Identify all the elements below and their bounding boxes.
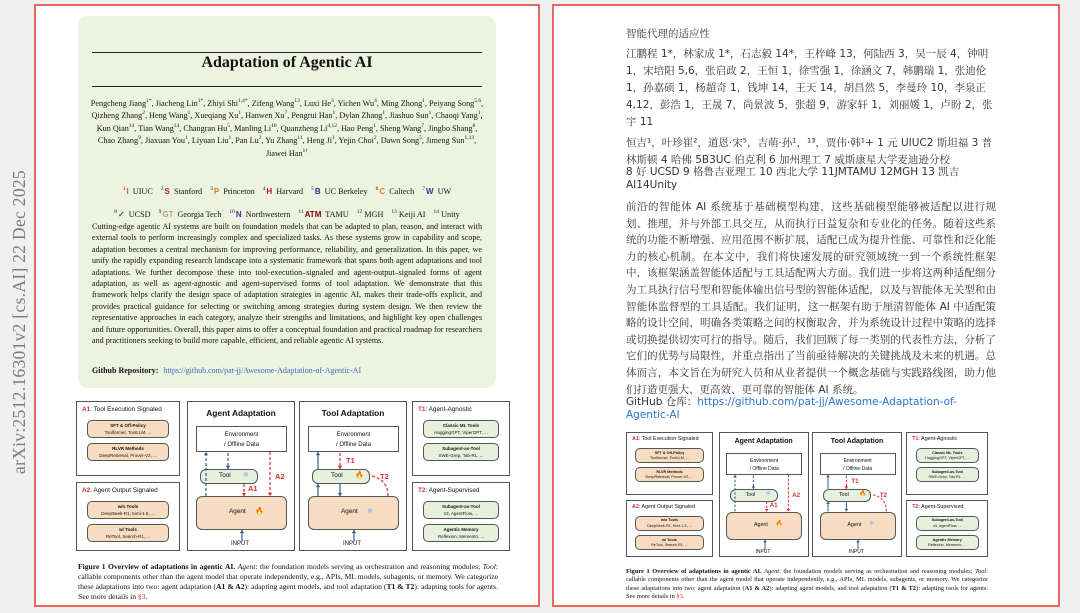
agent-box: Agent 🔥 (726, 512, 802, 540)
repo-label: Github Repository: (92, 366, 159, 375)
zh-title: 智能代理的适应性 (626, 28, 710, 40)
method-category: Subagent-as-Tool SWE-Grep, Tab-RL, ... (916, 467, 979, 482)
panel-title: Tool Adaptation (321, 408, 385, 418)
university-logo-icon: H (266, 187, 273, 196)
university-logo-icon: B (314, 187, 321, 196)
method-category: SFT & Off-Policy Toolformer, ToolLLM, ... (87, 420, 169, 438)
method-category: Classic ML Tools HuggingGPT, ViperGPT, ... (423, 420, 499, 438)
author: Tian Wang$^{14}$ (138, 122, 180, 133)
zh-github-repository (626, 394, 996, 421)
input-label: INPUT (343, 541, 361, 547)
tool-box: Tool ❄ (200, 469, 258, 484)
tool-adaptation-panel (812, 432, 902, 557)
affiliation: $^9$GT Georgia Tech (159, 202, 222, 225)
title-rule-top (92, 52, 482, 53)
adaptation-label: T2 (879, 491, 888, 499)
affiliation: $^{14}$ Unity (433, 209, 460, 219)
input-label: INPUT (231, 541, 249, 547)
caption-ref: A1 & A2 (744, 584, 770, 592)
author: Dylan Zhang$^1$ (339, 110, 386, 121)
fire-icon: 🔥 (355, 472, 364, 479)
author: Qizheng Zhang$^2$ (91, 110, 145, 121)
fire-icon: 🔥 (255, 508, 264, 515)
method-category: w/o Tools DeepSeek-R1, Kimi-1.5, ... (635, 516, 703, 531)
university-logo-icon: S (164, 187, 170, 196)
fire-icon: 🔥 (859, 490, 867, 497)
environment-box: Environment / Offline Data (196, 426, 287, 452)
input-label: INPUT (755, 549, 771, 556)
zh-abstract: 前沿的智能体 AI 系统基于基础模型构建，这些基础模型能够被适配以进行规划、推理，并与外部工具交互，从而执行日益复杂和专业化的任务。随着这些系统的功能不断增强、应用范围不断扩展，适配已成为提升性能、可靠性和泛化能力的核心机制。在本文中，我们将快速发展的研究领域统一到一个系统性框架中，该框架涵盖智能体适配与工具适配两大方面。我们进一步将这两种适配细分为工具执行信号型和智能体输出信号型的智能体适配，以及与智能体无关型和由智能体监督型的工具适配。我们证明，这一框架有助于厘清智能体 AI 中适配策略的设计空间，明确各类策略之间的权衡取舍，并为系统设计过程中策略的选择或切换提供切实可行的指导。随后，我们回顾了每一类别的代表性方法，分析了它们的优势与局限性，并重点指出了当前亟待解决的关键挑战及未来的机遇。总体而言，本文旨在为研究人员和从业者提供一个概念基础与实践路线图，助力他们打造更强大、更高效、更可靠的智能体 AI 系统。 (626, 201, 996, 396)
method-category: w/ Tools ReTool, Search-R1, ... (87, 524, 169, 542)
adaptation-label: T2 (380, 472, 389, 481)
t1-panel (906, 432, 988, 495)
method-category: RLVR Methods DeepRetrieval, Prover-V2, ... (635, 467, 703, 482)
snowflake-icon: ❄ (243, 472, 249, 479)
author: Jiawei Han$^{1\dagger}$ (265, 147, 309, 158)
author: Manling Li$^{10}$ (234, 122, 277, 133)
university-logo-icon: W (425, 187, 434, 196)
affiliation: $^{11}$ATM TAMU (298, 202, 348, 225)
affiliation: $^5$B UC Berkeley (311, 179, 368, 202)
university-logo-icon: I (126, 187, 129, 196)
github-repository (92, 366, 361, 375)
repo-link[interactable]: https://github.com/pat-jj/Awesome-Adaptation-of-Agentic-AI (163, 366, 362, 375)
abstract-text: Cutting-edge agentic AI systems are built on foundation models that can be adapted to plan, reason, and interact with external tools to perform increasingly complex and specialized tasks. As these systems grow in capability and scope, adaptation becomes a central mechanism for improving performance, reliability, and generalization. In this paper, we unify the rapidly expanding research landscape into a systematic framework that spans both agent adaptations and tool adaptations. We further decompose these into tool-execution–signaled and agent-output–signaled forms of agent adaptation, as well as agent-agnostic and agent-supervised forms of tool adaptation. We demonstrate that this framework helps clarify the design space of adaptation strategies in agentic AI, makes their trade-offs explicit, and provides practical guidance for selecting or switching among strategies during system design. We then review the representative approaches in each category, analyze their strengths and limitations, and highlight key open challenges and future opportunities. Overall, this paper aims to offer a conceptual foundation and practical roadmap for researchers and practitioners seeking to build more capable, efficient, and reliable agentic AI systems. (92, 222, 482, 346)
tool-adaptation-panel (299, 401, 407, 551)
method-category: Subagent-as-Tool SWE-Grep, Tab-RL, ... (423, 443, 499, 461)
input-label: INPUT (848, 549, 864, 556)
caption-ref: T1 & T2 (386, 582, 415, 591)
method-category: Agentic Memory Reflexion, Memento, ... (916, 535, 979, 550)
caption-term: Agent (237, 562, 256, 571)
author: Jiaxuan You$^1$ (144, 135, 188, 146)
page-right-translation (552, 4, 1060, 607)
caption-ref: T1 & T2 (891, 584, 916, 592)
author: Jingbo Shang$^8$ (428, 122, 476, 133)
caption-ref: A1 & A2 (216, 582, 245, 591)
method-category: w/ Tools ReTool, Search-R1, ... (635, 535, 703, 550)
affiliation: $^8$✓ UCSD (114, 202, 150, 225)
title-rule-bottom (92, 86, 482, 87)
figure-1 (76, 396, 510, 551)
author: Kun Qian$^{14}$ (96, 122, 135, 133)
affiliation-list (90, 179, 484, 225)
author: Chaoqi Yang$^1$ (435, 110, 481, 121)
caption-term: Agent (764, 568, 780, 575)
adaptation-label: T1 (346, 456, 355, 465)
author: Yejin Choi$^2$ (338, 135, 377, 146)
method-category: w/o Tools DeepSeek-R1, Kimi-1.5, ... (87, 501, 169, 519)
author: Liyuan Liu$^1$ (191, 135, 232, 146)
tool-box: Tool 🔥 (823, 489, 871, 502)
snowflake-icon: ❄ (869, 520, 874, 527)
t2-panel (412, 482, 510, 551)
affiliation: $^1$I UIUC (123, 179, 153, 202)
author: Xueqiang Xu$^1$ (194, 110, 242, 121)
paper-title: Adaptation of Agentic AI (201, 54, 373, 71)
author: Yichen Wu$^4$ (337, 98, 377, 108)
author-list: Pengcheng Jiang$^{1*}$, Jiacheng Lin$^{1*}$, Zhiyi Shi$^{1,4*}$, Zifeng Wang$^{13}$, Luxi He$^3$, Yichen Wu$^4$, Ming Zhong$^1$, Peiyang Song$^{5,6}$, Qizheng Zhang$^2$, Heng Wang$^1$, Xueqiang Xu$^1$, Hanwen Xu$^7$, Pengrui Han$^1$, Dylan Zhang$^1$, Jiashuo Sun$^1$, Chaoqi Yang$^1$, Kun Qian$^{14}$, Tian Wang$^{14}$, Changran Hu$^5$, Manling Li$^{10}$, Quanzheng Li$^{4,12}$, Hao Peng$^1$, Sheng Wang$^7$, Jingbo Shang$^8$, Chao Zhang$^9$, Jiaxuan You$^1$, Liyuan Liu$^1$, Pan Lu$^2$, Yu Zhang$^{11}$, Heng Ji$^1$, Yejin Choi$^2$, Dawn Song$^5$, Jimeng Sun$^{1,13}$, Jiawei Han$^{1\dagger}$ (90, 98, 484, 158)
author: Yu Zhang$^{11}$ (265, 135, 303, 146)
author: Sheng Wang$^7$ (380, 122, 425, 133)
author: Heng Ji$^1$ (306, 135, 335, 146)
figure-caption: Figure 1 Overview of adaptations in agentic AI. Agent: the foundation models serving as orchestration and reasoning modules; Tool: callable components other than the agent model that operate independently, e.g., APIs, ML models, subagents, or memory. We categorize these adaptations into two: agent adaptation (A1 & A2): adapting agent models, and tool adaptation (T1 & T2): adapting tools for agents. See more details in §3. (78, 562, 499, 601)
method-category: Agentic Memory Reflexion, Memento, ... (423, 524, 499, 542)
environment-box: Environment / Offline Data (308, 426, 399, 452)
t2-panel (906, 500, 988, 558)
author: Chao Zhang$^9$ (97, 135, 141, 146)
page-left-original (9, 4, 540, 607)
zh-figure-caption: Figure 1 Overview of adaptations in agentic AI. Agent: the foundation models serving as orchestration and reasoning modules; Tool: callable components other than the agent model that operate independently, e.g., APIs, ML models, subagents, or memory. We categorize these adaptations into two: agent adaptation (A1 & A2): adapting agent models, and tool adaptation (T1 & T2): adapting tools for agents. See more details in §3. (626, 568, 989, 601)
category-heading: T1: Agent-Agnostic (418, 406, 473, 413)
arrows (813, 433, 903, 558)
author: Jiashuo Sun$^1$ (389, 110, 432, 121)
author: Peiyang Song$^{5,6}$ (429, 98, 482, 108)
adaptation-label: A2 (792, 491, 801, 499)
caption-label: Figure 1 Overview of adaptations in agentic AI. (78, 562, 238, 571)
panel-title: Tool Adaptation (830, 438, 884, 446)
agent-box: Agent ❄ (820, 512, 896, 540)
agent-box: Agent ❄ (308, 496, 399, 530)
zh-repo-label: GitHub 仓库： (626, 396, 698, 408)
snowflake-icon: ❄ (765, 490, 771, 497)
category-heading: A2: Agent Output Signaled (632, 504, 696, 511)
t1-panel (412, 401, 510, 476)
zh-affiliations: 恒吉¹，叶珍崔²，道恩·宋⁵，吉萌·孙¹，¹³，贾伟·韩¹+ 1 元 UIUC2 斯坦福 3 普林斯顿 4 哈佛 5B3UC 伯克利 6 加州理工 7 威斯康星大学麦迪逊分校 (626, 137, 993, 166)
environment-box: Environment / Offline Data (726, 453, 802, 475)
category-heading: T2: Agent-Supervised (418, 487, 480, 494)
affiliation: $^{12}$ MGH (356, 209, 384, 219)
caption-label: Figure 1 Overview of adaptations in agentic AI. (626, 568, 765, 575)
a1-panel (76, 401, 180, 476)
method-category: SFT & Off-Policy Toolformer, ToolLLM, ... (635, 448, 703, 463)
zh-figure-1 (626, 428, 988, 558)
author: Pan Lu$^2$ (235, 135, 262, 146)
author: Hanwen Xu$^7$ (245, 110, 288, 121)
affiliation: $^{13}$ Keiji AI (391, 209, 426, 219)
university-logo-icon: GT (162, 210, 174, 219)
author: Hao Peng$^1$ (341, 122, 376, 133)
author: Pengrui Han$^1$ (291, 110, 336, 121)
affiliation-row-1 (90, 179, 484, 202)
agent-box: Agent 🔥 (196, 496, 287, 530)
affiliation: $^3$P Princeton (210, 179, 255, 202)
arxiv-stamp-text: arXiv:2512.16301v2 [cs.AI] 22 Dec 2025 (9, 170, 29, 474)
university-logo-icon: N (235, 210, 242, 219)
author: Heng Wang$^1$ (149, 110, 191, 121)
adaptation-label: A1 (769, 501, 778, 509)
zh-author-list: 江鹏程 1*，林家成 1*，石志毅 14*，王梓峰 13，何陆西 3，吴一辰 4，钟明 1，宋培阳 5,6，张启政 2，王恒 1，徐雪强 1，徐涵文 7，韩鹏瑞 1，张迪伦 1，孙嘉硕 1，杨超奇 1，钱坤 14，王天 14，胡昌然 5，李曼玲 10，李泉正 4,12，彭浩 1，王晟 7，尚景波 5，张超 9，游家轩 1，刘丽媛 1，卢盼 2，张宇 11 (626, 48, 993, 128)
panel-title: Agent Adaptation (206, 408, 276, 418)
author: Jimeng Sun$^{1,13}$ (426, 135, 475, 146)
category-heading: A1: Tool Execution Signaled (82, 406, 162, 413)
section-link[interactable]: §3 (676, 593, 683, 601)
method-category: Subagent-as-Tool s3, AgentFlow, ... (423, 501, 499, 519)
panel-title: Agent Adaptation (734, 438, 793, 446)
adaptation-label: T1 (851, 478, 859, 486)
tool-box: Tool 🔥 (312, 469, 370, 484)
author: Pengcheng Jiang$^{1*}$ (90, 98, 152, 108)
zh-affiliations-2: 8 好 UCSD 9 格鲁吉亚理工 10 西北大学 11JMTAMU 12MGH 13 凯吉 AI14Unity (626, 166, 960, 191)
author: Dawn Song$^5$ (380, 135, 422, 146)
author: Jiacheng Lin$^{1*}$ (155, 98, 204, 108)
caption-term: Tool (975, 568, 987, 575)
a1-panel (626, 432, 713, 495)
a2-panel (76, 482, 180, 551)
university-logo-icon: ✓ (118, 210, 125, 219)
affiliation: $^7$W UW (422, 179, 451, 202)
arrows (300, 402, 408, 552)
author: Luxi He$^3$ (303, 98, 334, 108)
caption-term: Tool (482, 562, 496, 571)
adaptation-label: A1 (248, 484, 258, 493)
method-category: Subagent-as-Tool s3, AgentFlow, ... (916, 516, 979, 531)
university-logo-icon: ATM (304, 210, 322, 219)
environment-box: Environment / Offline Data (820, 453, 896, 475)
university-logo-icon: C (379, 187, 386, 196)
category-heading: T1: Agent-Agnostic (912, 436, 958, 443)
method-category: Classic ML Tools HuggingGPT, ViperGPT, ... (916, 448, 979, 463)
method-category: RLVR Methods DeepRetrieval, Prover-V2, ... (87, 443, 169, 461)
author: Ming Zhong$^1$ (381, 98, 425, 108)
affiliation: $^4$H Harvard (263, 179, 303, 202)
fire-icon: 🔥 (775, 520, 783, 527)
tool-box: Tool ❄ (730, 489, 778, 502)
affiliation: $^2$S Stanford (161, 179, 202, 202)
author: Zifeng Wang$^{13}$ (251, 98, 300, 108)
university-logo-icon: P (213, 187, 220, 196)
author: Changran Hu$^5$ (183, 122, 230, 133)
category-heading: A1: Tool Execution Signaled (632, 436, 699, 443)
category-heading: T2: Agent-Supervised (912, 504, 964, 511)
adaptation-label: A2 (275, 472, 285, 481)
section-link[interactable]: §3 (137, 592, 146, 601)
affiliation: $^6$C Caltech (376, 179, 415, 202)
author: Zhiyi Shi$^{1,4*}$ (207, 98, 248, 108)
title-abstract-box (78, 16, 496, 388)
agent-adaptation-panel (187, 401, 295, 551)
zh-repo-link[interactable]: https://github.com/pat-jj/Awesome-Adaptation-of-Agentic-AI (626, 396, 957, 421)
agent-adaptation-panel (719, 432, 809, 557)
affiliation: $^{10}$N Northwestern (229, 202, 290, 225)
snowflake-icon: ❄ (367, 508, 373, 515)
author: Quanzheng Li$^{4,12}$ (280, 122, 337, 133)
a2-panel (626, 500, 713, 558)
category-heading: A2: Agent Output Signaled (82, 487, 158, 494)
